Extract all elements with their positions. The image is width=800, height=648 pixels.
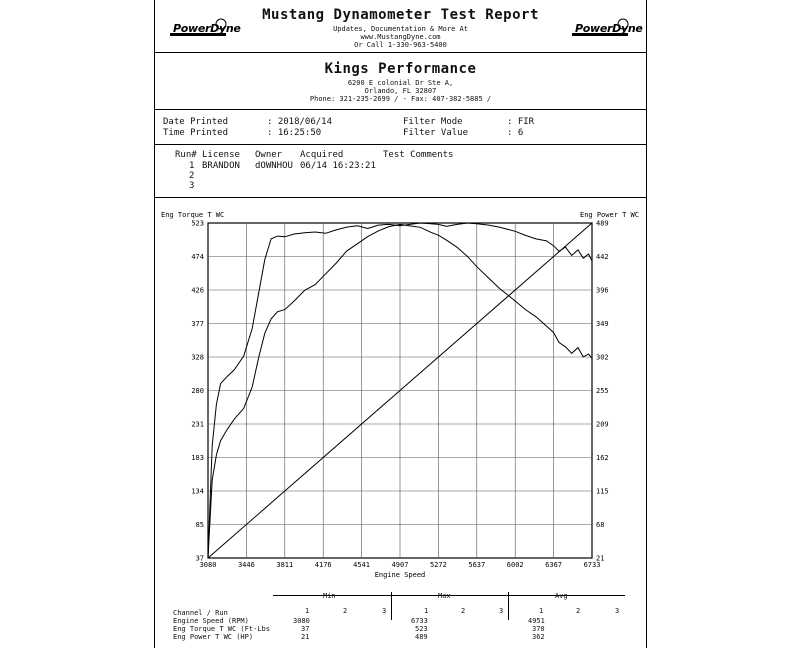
y-right-tick-label: 21 bbox=[596, 554, 605, 563]
avg-run-3: 3 bbox=[615, 607, 620, 615]
row-rpm-max: 6733 bbox=[411, 617, 428, 625]
x-tick-label: 6367 bbox=[545, 561, 563, 569]
y-left-tick-label: 37 bbox=[195, 554, 204, 563]
date-label: Date Printed bbox=[163, 117, 229, 127]
y-right-tick-label: 442 bbox=[596, 253, 609, 261]
y-left-tick-label: 280 bbox=[191, 387, 204, 395]
run-3-num: 3 bbox=[189, 181, 195, 191]
y-axis-right-label: Eng Power T WC bbox=[579, 211, 639, 219]
summary-table bbox=[155, 592, 646, 648]
avg-run-2: 2 bbox=[576, 607, 581, 615]
group-min: Min bbox=[323, 592, 336, 600]
min-run-1: 1 bbox=[305, 607, 310, 615]
max-run-3: 3 bbox=[499, 607, 504, 615]
channel-run-header: Channel / Run bbox=[173, 609, 228, 617]
logo-right-text: PowerDyne bbox=[575, 22, 643, 35]
x-tick-label: 4907 bbox=[391, 561, 409, 569]
x-axis-label: Engine Speed bbox=[374, 571, 426, 579]
powerdyne-logo-right bbox=[571, 18, 643, 40]
report-page bbox=[154, 0, 647, 648]
report-header bbox=[155, 0, 646, 53]
date-value: : 2018/06/14 bbox=[267, 117, 333, 127]
max-run-1: 1 bbox=[424, 607, 429, 615]
y-left-tick-label: 231 bbox=[191, 420, 204, 429]
y-right-tick-label: 489 bbox=[596, 219, 609, 228]
y-right-tick-label: 68 bbox=[596, 521, 605, 529]
avg-run-1: 1 bbox=[539, 607, 544, 615]
header-line-3: Or Call 1-330-963-5400 bbox=[354, 41, 447, 49]
shop-name: Kings Performance bbox=[324, 61, 477, 77]
logo-left-text: PowerDyne bbox=[173, 22, 241, 35]
dyno-chart bbox=[155, 204, 646, 594]
row-power-max: 489 bbox=[415, 633, 428, 641]
y-left-tick-label: 523 bbox=[191, 219, 204, 228]
y-left-tick-label: 328 bbox=[191, 353, 204, 362]
time-value: : 16:25:50 bbox=[267, 128, 322, 138]
y-left-tick-label: 134 bbox=[191, 487, 204, 496]
header-line-1: Updates, Documentation & More At bbox=[333, 25, 468, 33]
y-left-tick-label: 474 bbox=[191, 253, 204, 261]
filter-value-value: : 6 bbox=[507, 128, 524, 138]
run-list bbox=[155, 145, 646, 198]
min-run-2: 2 bbox=[343, 607, 348, 615]
row-power-avg: 362 bbox=[532, 633, 545, 641]
y-right-tick-label: 396 bbox=[596, 286, 609, 295]
x-tick-label: 3811 bbox=[276, 561, 294, 569]
runs-header-acquired: Acquired bbox=[300, 150, 344, 160]
shop-phone: Phone: 321-235-2699 / - Fax: 407-382-5885 / bbox=[309, 95, 492, 103]
row-torque-label: Eng Torque T WC (Ft-Lbs bbox=[173, 625, 270, 633]
x-tick-label: 5637 bbox=[468, 561, 486, 569]
time-label: Time Printed bbox=[163, 128, 229, 138]
x-tick-label: 4541 bbox=[353, 561, 371, 569]
shop-address-1: 6200 E colonial Dr Ste A, bbox=[347, 79, 454, 87]
filter-mode-label: Filter Mode bbox=[403, 117, 463, 127]
y-left-tick-label: 377 bbox=[191, 320, 204, 328]
filter-mode-value: : FIR bbox=[507, 117, 535, 127]
y-right-tick-label: 115 bbox=[596, 487, 609, 496]
row-torque-avg: 370 bbox=[532, 625, 545, 633]
runs-header-owner: Owner bbox=[255, 150, 283, 160]
shop-address-2: Orlando, FL 32807 bbox=[364, 87, 437, 95]
row-rpm-avg: 4951 bbox=[528, 617, 545, 625]
powerdyne-logo-left bbox=[169, 18, 241, 40]
run-1-license: BRANDON bbox=[202, 161, 240, 171]
y-right-tick-label: 302 bbox=[596, 353, 609, 362]
group-avg: Avg bbox=[555, 592, 568, 600]
header-line-2: www.MustangDyne.com bbox=[360, 33, 441, 41]
row-torque-max: 523 bbox=[415, 625, 428, 633]
x-tick-label: 6002 bbox=[506, 561, 524, 569]
y-right-tick-label: 162 bbox=[596, 454, 609, 462]
y-left-tick-label: 183 bbox=[191, 454, 204, 462]
x-tick-label: 4176 bbox=[314, 561, 332, 569]
y-right-tick-label: 349 bbox=[596, 320, 609, 328]
print-meta bbox=[155, 110, 646, 145]
min-run-3: 3 bbox=[382, 607, 387, 615]
y-left-tick-label: 426 bbox=[191, 286, 204, 295]
x-tick-label: 3446 bbox=[237, 561, 255, 569]
run-2-num: 2 bbox=[189, 171, 195, 181]
y-left-tick-label: 85 bbox=[195, 521, 204, 529]
y-right-tick-label: 209 bbox=[596, 420, 609, 429]
row-torque-min: 37 bbox=[301, 625, 310, 633]
row-rpm-min: 3080 bbox=[293, 617, 310, 625]
y-axis-left-label: Eng Torque T WC bbox=[161, 211, 225, 219]
table-divider-1 bbox=[391, 592, 392, 620]
x-tick-label: 5272 bbox=[429, 561, 447, 569]
filter-value-label: Filter Value bbox=[403, 128, 469, 138]
runs-header-license: License bbox=[202, 150, 240, 160]
x-tick-label: 6733 bbox=[583, 561, 601, 569]
report-title: Mustang Dynamometer Test Report bbox=[262, 7, 539, 23]
runs-header-comments: Test Comments bbox=[383, 150, 454, 160]
run-1-num: 1 bbox=[189, 161, 195, 171]
shop-info bbox=[155, 53, 646, 110]
run-1-owner: dOWNHOU bbox=[255, 161, 293, 171]
x-tick-label: 3080 bbox=[199, 561, 217, 569]
table-divider-2 bbox=[508, 592, 509, 620]
max-run-2: 2 bbox=[461, 607, 466, 615]
run-1-acquired: 06/14 16:23:21 bbox=[300, 161, 376, 171]
y-right-tick-label: 255 bbox=[596, 387, 609, 395]
row-power-label: Eng Power T WC (HP) bbox=[173, 633, 254, 641]
row-power-min: 21 bbox=[301, 633, 310, 641]
runs-header-run: Run# bbox=[175, 150, 197, 160]
row-rpm-label: Engine Speed (RPM) bbox=[173, 617, 249, 625]
group-max: Max bbox=[438, 592, 451, 600]
